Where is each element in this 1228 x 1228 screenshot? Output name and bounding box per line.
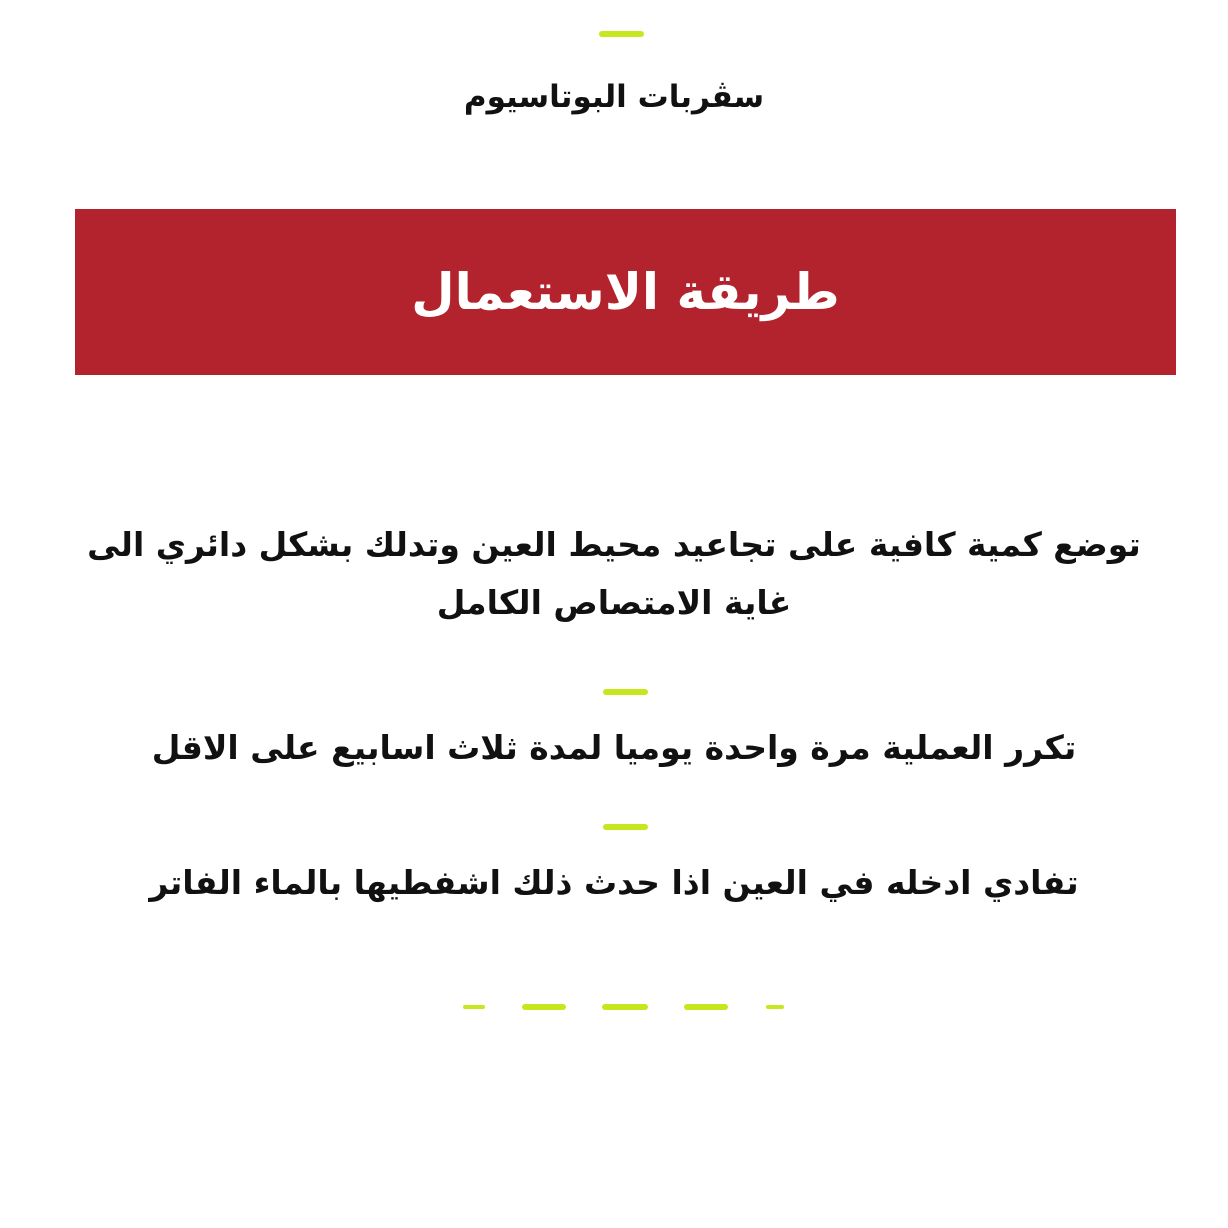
bottom-dash-decoration [0,1003,1228,1011]
bottom-dash-4 [684,1004,728,1010]
usage-step-1: توضع كمية كافية على تجاعيد محيط العين وتدلك بشكل دائري الى غاية الامتصاص الكامل [87,525,1141,622]
bottom-dash-5 [766,1005,784,1009]
step-divider-2 [603,824,648,830]
usage-step-2: تكرر العملية مرة واحدة يوميا لمدة ثلاث اسابيع على الاقل [151,728,1077,767]
bottom-dash-2 [522,1004,566,1010]
top-accent-dash [599,31,644,37]
step-divider-1 [603,689,648,695]
usage-step-3: تفادي ادخله في العين اذا حدث ذلك اشفطيها بالماء الفاتر [149,863,1079,902]
bottom-dash-1 [463,1005,485,1009]
section-title: طريقة الاستعمال [411,263,840,321]
brand-name: سڤربات البوتاسيوم [463,79,765,115]
section-banner [75,209,1176,375]
bottom-dash-3 [602,1004,648,1010]
